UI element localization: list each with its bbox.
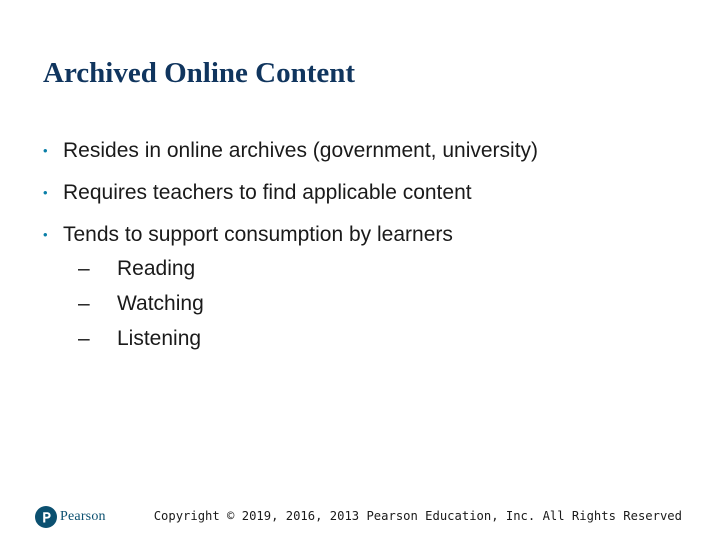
bullet-dot-icon: • bbox=[43, 143, 48, 158]
sub-bullet-item bbox=[78, 286, 693, 321]
bullet-dot-icon: • bbox=[43, 227, 48, 242]
bullet-item bbox=[43, 136, 693, 166]
bullet-text: Resides in online archives (government, university) bbox=[63, 139, 539, 162]
slide-title: Archived Online Content bbox=[43, 57, 356, 89]
pearson-logo bbox=[35, 505, 106, 529]
sub-bullet-text: Reading bbox=[117, 257, 196, 280]
sub-bullet-text: Listening bbox=[117, 327, 202, 350]
dash-icon: – bbox=[78, 327, 90, 350]
bullet-text: Requires teachers to find applicable content bbox=[63, 181, 472, 204]
pearson-wordmark: Pearson bbox=[60, 509, 106, 524]
pearson-p-icon bbox=[35, 506, 57, 528]
sub-bullet-list bbox=[63, 251, 693, 356]
copyright-notice: Copyright © 2019, 2016, 2013 Pearson Education, Inc. All Rights Reserved bbox=[153, 509, 682, 523]
sub-bullet-item bbox=[78, 251, 693, 286]
dash-icon: – bbox=[78, 292, 90, 315]
dash-icon: – bbox=[78, 257, 90, 280]
bullet-dot-icon: • bbox=[43, 185, 48, 200]
bullet-item bbox=[43, 220, 693, 356]
bullet-list bbox=[43, 136, 693, 356]
sub-bullet-text: Watching bbox=[117, 292, 204, 315]
sub-bullet-item bbox=[78, 321, 693, 356]
bullet-item bbox=[43, 178, 693, 208]
bullet-text: Tends to support consumption by learners bbox=[63, 223, 453, 246]
